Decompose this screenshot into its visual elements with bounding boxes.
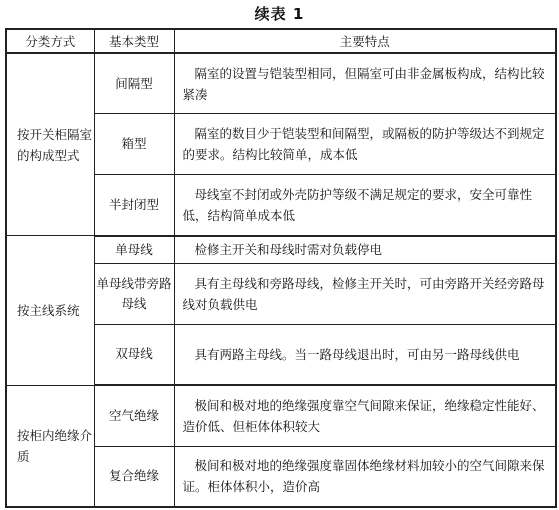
type-cell: 空气绝缘 <box>94 385 174 446</box>
header-category: 分类方式 <box>6 29 94 53</box>
feature-cell: 检修主开关和母线时需对负载停电 <box>174 236 556 263</box>
type-cell: 间隔型 <box>94 53 174 114</box>
feature-cell: 极间和极对地的绝缘强度靠固体绝缘材料加较小的空气间隙来保证。柜体体积小，造价高 <box>174 446 556 507</box>
feature-cell: 隔室的设置与铠装型相同，但隔室可由非金属板构成，结构比较紧凑 <box>174 53 556 114</box>
type-cell: 双母线 <box>94 324 174 385</box>
type-cell: 单母线带旁路母线 <box>94 263 174 324</box>
feature-cell: 具有两路主母线。当一路母线退出时，可由另一路母线供电 <box>174 324 556 385</box>
feature-cell: 隔室的数目少于铠装型和间隔型，或隔板的防护等级达不到规定的要求。结构比较简单，成本低 <box>174 114 556 175</box>
type-cell: 半封闭型 <box>94 175 174 236</box>
table-row <box>6 385 556 446</box>
category-cell: 按柜内绝缘介质 <box>6 385 94 507</box>
header-type: 基本类型 <box>94 29 174 53</box>
category-cell: 按开关柜隔室的构成型式 <box>6 53 94 236</box>
table-row <box>6 236 556 263</box>
table-row <box>6 53 556 114</box>
feature-cell: 极间和极对地的绝缘强度靠空气间隙来保证，绝缘稳定性能好、造价低、但柜体体积较大 <box>174 385 556 446</box>
header-row <box>6 29 556 53</box>
classification-table <box>5 28 557 508</box>
type-cell: 复合绝缘 <box>94 446 174 507</box>
header-features: 主要特点 <box>174 29 556 53</box>
feature-cell: 具有主母线和旁路母线，检修主开关时，可由旁路开关经旁路母线对负载供电 <box>174 263 556 324</box>
feature-cell: 母线室不封闭或外壳防护等级不满足规定的要求，安全可靠性低，结构简单成本低 <box>174 175 556 236</box>
type-cell: 单母线 <box>94 236 174 263</box>
table-caption: 续表 1 <box>254 5 305 23</box>
category-cell: 按主线系统 <box>6 236 94 385</box>
type-cell: 箱型 <box>94 114 174 175</box>
